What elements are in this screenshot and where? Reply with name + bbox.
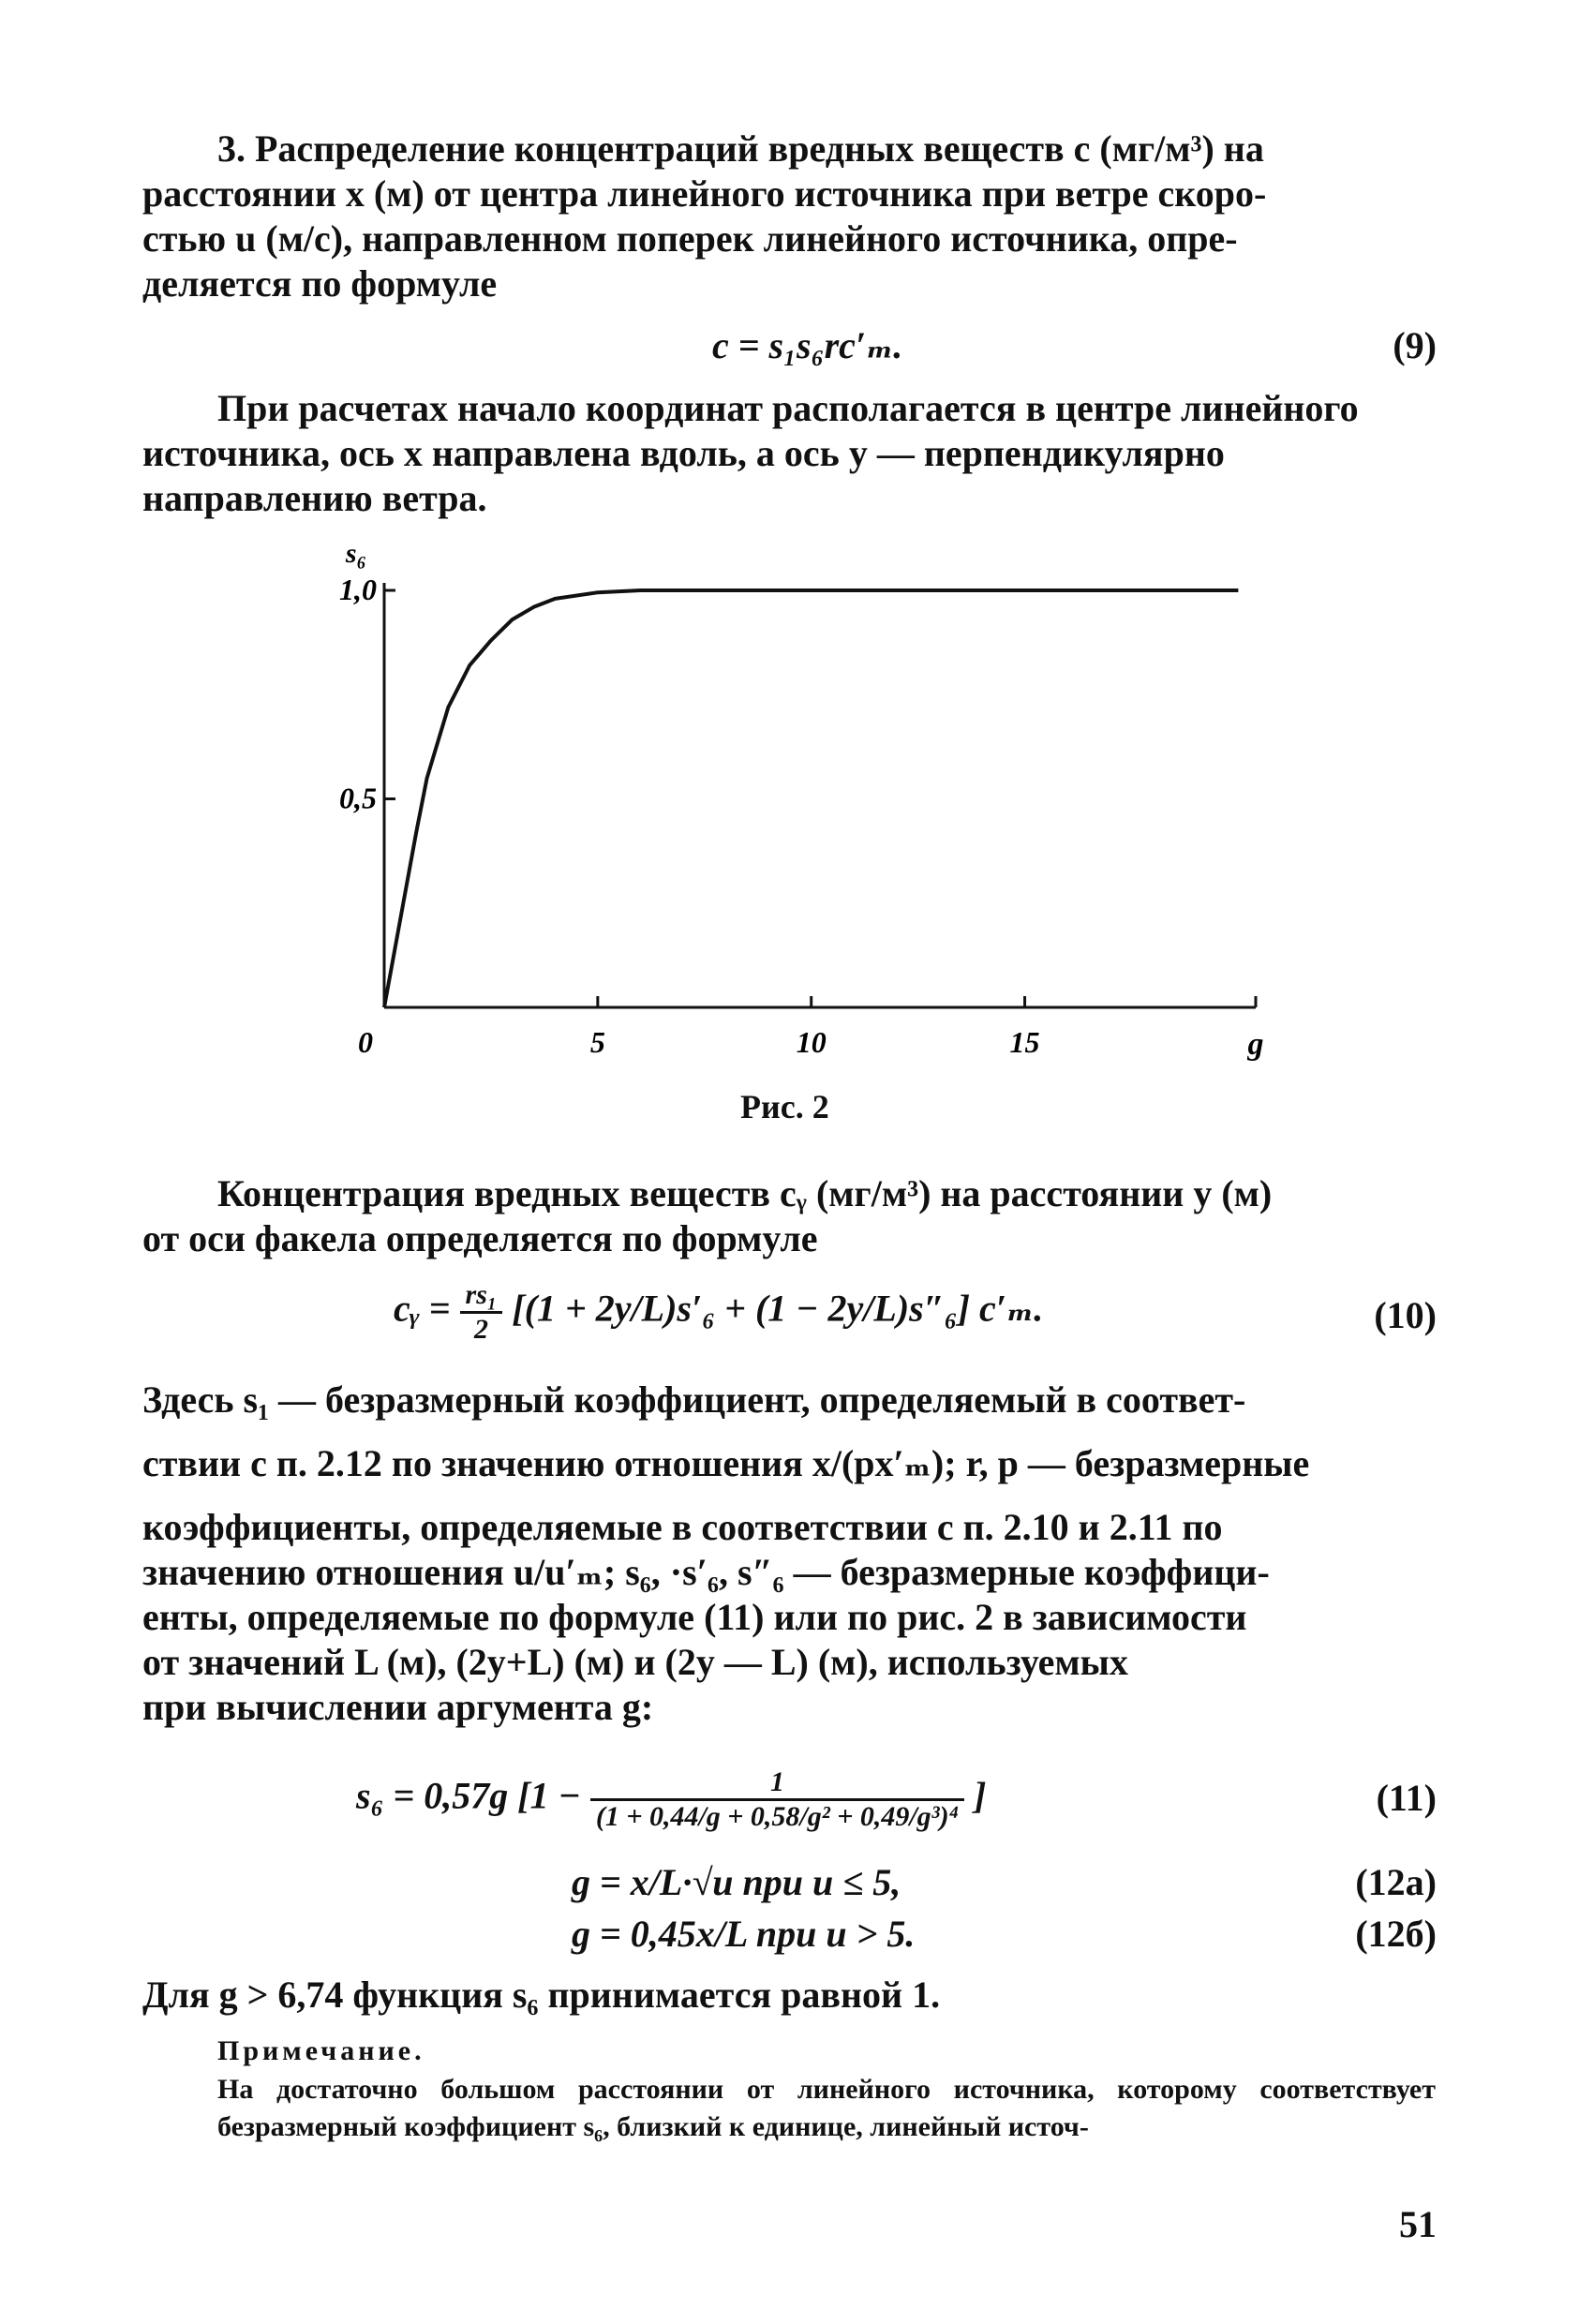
text-line: источника, ось x направлена вдоль, а ось y — перпендикулярно	[142, 432, 1225, 474]
text-line: При расчетах начало координат располагается в центре линейного	[217, 387, 1359, 429]
y-tick-label: 1,0	[339, 573, 377, 606]
formula-12b-number: (12б)	[1355, 1913, 1437, 1955]
text-line: 3. Распределение концентраций вредных веществ c (мг/м³) на	[217, 127, 1264, 170]
formula-12b: g = 0,45x/L при u > 5.	[572, 1913, 916, 1955]
fraction-denominator: (1 + 0,44/g + 0,58/g² + 0,49/g³)⁴	[595, 1801, 960, 1832]
figure-2-chart	[309, 534, 1293, 1078]
text-line: расстоянии x (м) от центра линейного источника при ветре скоро-	[142, 172, 1267, 215]
x-tick-label: 0	[358, 1025, 373, 1059]
y-axis-label: s₆	[345, 538, 367, 569]
text-line: енты, определяемые по формуле (11) или по рис. 2 в зависимости	[142, 1596, 1247, 1638]
paragraph-explanation	[142, 1378, 1436, 1730]
formula-lhs: s₆ = 0,57g [1 −	[356, 1774, 590, 1817]
x-axis-label: g	[1247, 1027, 1264, 1062]
formula-11-number: (11)	[1376, 1777, 1437, 1819]
formula-11	[356, 1766, 986, 1833]
x-tick-label: 10	[796, 1025, 827, 1059]
series-line-s6	[384, 590, 1238, 1007]
formula-9-number: (9)	[1393, 324, 1437, 366]
fraction-numerator: 1	[590, 1766, 964, 1801]
text-line: направлению ветра.	[142, 477, 487, 519]
paragraph-limit: Для g > 6,74 функция s₆ принимается равной 1.	[142, 1974, 941, 2016]
text-line: ствии с п. 2.12 по значению отношения x/(px′ₘ); r, p — безразмерные	[142, 1442, 1310, 1484]
text-line: от значений L (м), (2y+L) (м) и (2y — L) (м), используемых	[142, 1641, 1128, 1683]
text-line: при вычислении аргумента g:	[142, 1686, 654, 1728]
note-heading: Примечание.	[217, 2035, 425, 2066]
page-number: 51	[1399, 2203, 1437, 2245]
text-line: деляется по формуле	[142, 262, 498, 305]
formula-rhs: ]	[974, 1774, 987, 1817]
x-tick-label: 5	[589, 1025, 605, 1059]
y-tick-label: 0,5	[339, 781, 377, 815]
text-line: стью u (м/с), направленном поперек линейного источника, опре-	[142, 217, 1238, 260]
text-line: Здесь s₁ — безразмерный коэффициент, определяемый в соответ-	[142, 1378, 1246, 1421]
x-tick-label: 15	[1009, 1025, 1040, 1059]
figure-caption: Рис. 2	[740, 1088, 829, 1125]
text-line: значению отношения u/u′ₘ; s₆, ·s′₆, s″₆ — безразмерные коэффици-	[142, 1551, 1270, 1593]
formula-9: c = s₁s₆rc′ₘ.	[712, 324, 903, 366]
text-line: от оси факела определяется по формуле	[142, 1217, 818, 1259]
text-line: Концентрация вредных веществ cᵧ (мг/м³) на расстоянии y (м)	[217, 1172, 1273, 1214]
formula-10-number: (10)	[1374, 1294, 1437, 1336]
fraction-denominator: 2	[473, 1314, 488, 1345]
formula-12a-number: (12а)	[1355, 1861, 1437, 1903]
paragraph-coordinates	[142, 386, 1436, 521]
paragraph-concentration	[142, 1171, 1436, 1261]
note-text: На достаточно большом расстоянии от линейного источника, которому соответствует безразмерный коэффициент s₆, близкий к единице, линейный источ-	[217, 2074, 1436, 2142]
paragraph-3	[142, 127, 1436, 306]
formula-12a: g = x/L·√u при u ≤ 5,	[572, 1861, 901, 1903]
formula-rest: [(1 + 2y/L)s′₆ + (1 − 2y/L)s″₆] c′ₘ.	[512, 1287, 1044, 1330]
formula-10	[394, 1279, 1043, 1346]
formula-lhs: cᵧ =	[394, 1287, 460, 1330]
fraction	[590, 1766, 964, 1833]
fraction	[460, 1279, 503, 1346]
fraction-numerator: rs₁	[460, 1279, 503, 1314]
text-line: коэффициенты, определяемые в соответствии с п. 2.10 и 2.11 по	[142, 1506, 1223, 1548]
